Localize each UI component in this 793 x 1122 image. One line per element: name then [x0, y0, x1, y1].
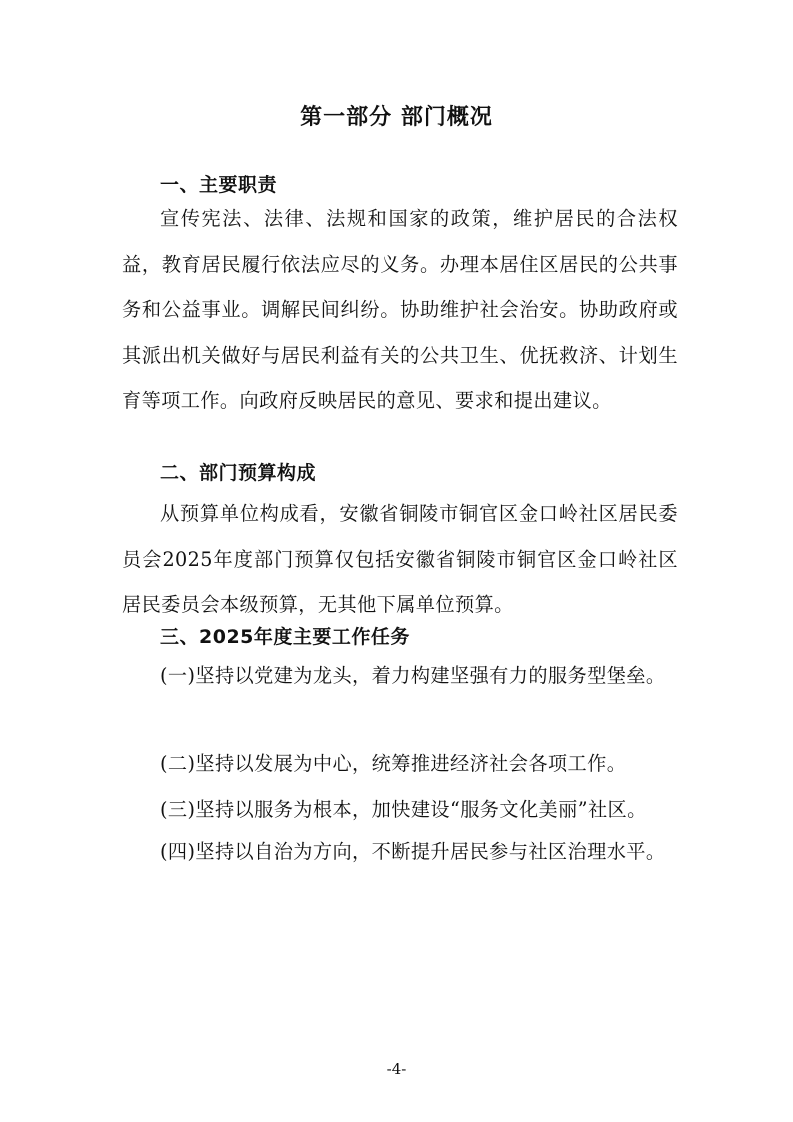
paragraph-task-1: (一)坚持以党建为龙头，着力构建坚强有力的服务型堡垒。	[160, 664, 666, 687]
section-heading-main-tasks: 三、2025年度主要工作任务	[160, 626, 410, 648]
paragraph-task-4: (四)坚持以自治为方向，不断提升居民参与社区治理水平。	[160, 840, 666, 863]
paragraph-task-3: (三)坚持以服务为根本，加快建设“服务文化美丽”社区。	[160, 798, 647, 821]
page-title: 第一部分 部门概况	[300, 105, 493, 130]
paragraph-task-2: (二)坚持以发展为中心，统筹推进经济社会各项工作。	[160, 752, 627, 775]
section-heading-main-duties: 一、主要职责	[160, 174, 278, 196]
paragraph-budget-composition: 从预算单位构成看，安徽省铜陵市铜官区金口岭社区居民委员会2025年度部门预算仅包括安徽省铜陵市铜官区金口岭社区居民委员会本级预算，无其他下属单位预算。	[122, 502, 678, 616]
paragraph-main-duties: 宣传宪法、法律、法规和国家的政策，维护居民的合法权益，教育居民履行依法应尽的义务。办理本居住区居民的公共事务和公益事业。调解民间纠纷。协助维护社会治安。协助政府或其派出机关做好与居民利益有关的公共卫生、优抚救济、计划生育等项工作。向政府反映居民的意见、要求和提出建议。	[122, 207, 678, 412]
page-number: -4-	[386, 1060, 407, 1078]
section-heading-budget-composition: 二、部门预算构成	[160, 462, 317, 484]
